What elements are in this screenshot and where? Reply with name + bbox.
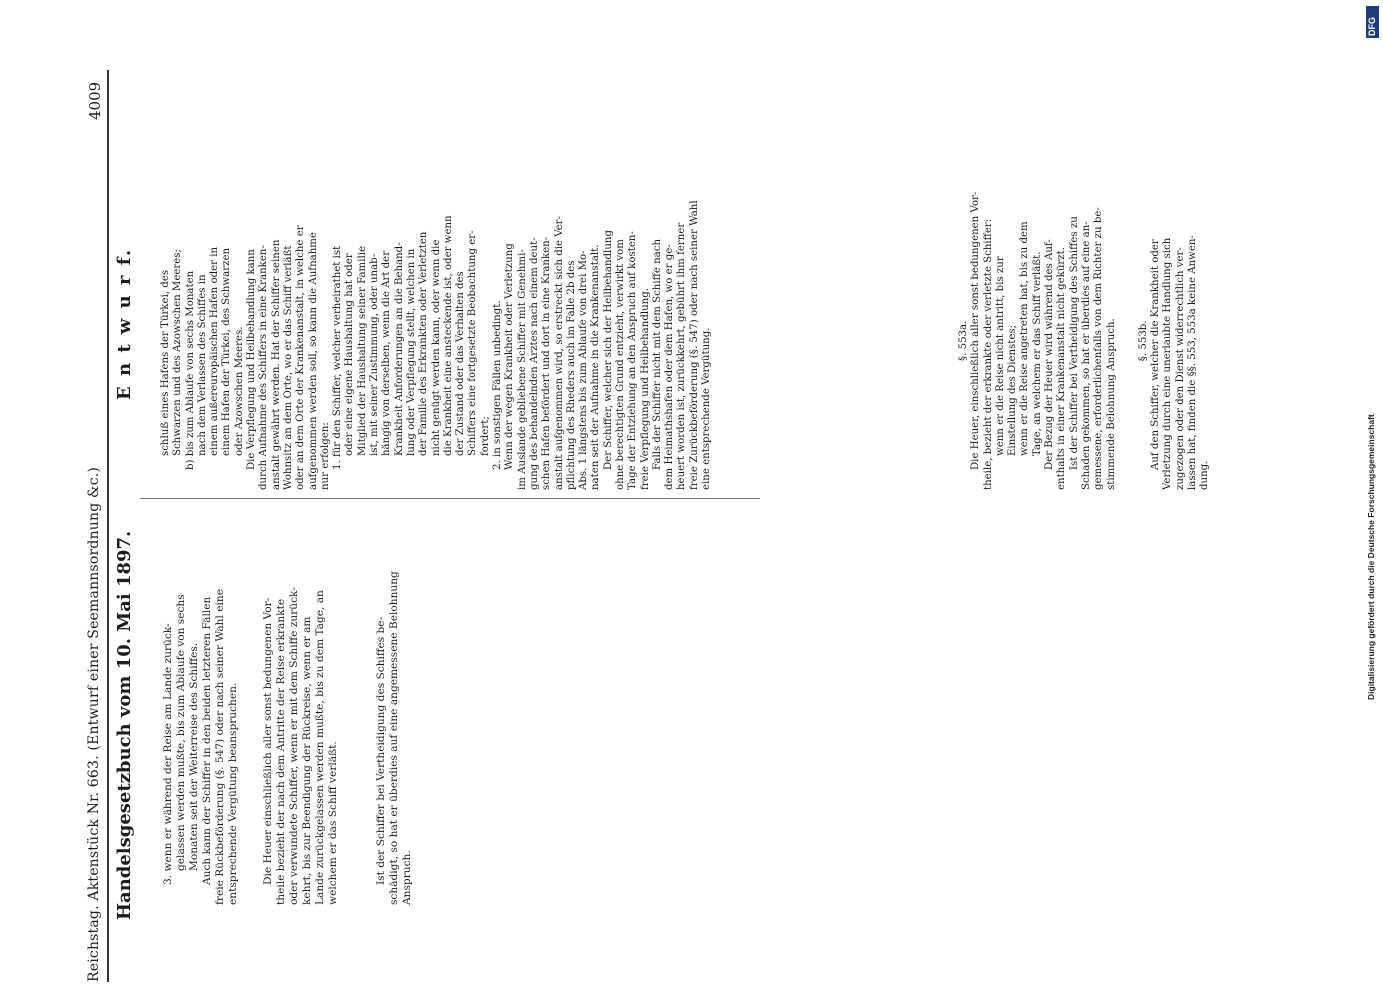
section-heading-553b: §. 553b. bbox=[1137, 320, 1149, 362]
text-line: Verletzung durch eine unerlaubte Handlung sich bbox=[1162, 237, 1174, 490]
text-line: welchem er das Schiff verläßt. bbox=[327, 741, 340, 905]
text-line: Der Schiffer, welcher sich der Heilbehandlung bbox=[602, 230, 614, 470]
text-line: zugezogen oder den Dienst widerrechtlich ver- bbox=[1174, 247, 1186, 490]
text-line: enthalts in einer Krankenanstalt nicht gekürzt. bbox=[1056, 247, 1068, 490]
text-line: 1. für den Schiffer, welcher verheirathet ist bbox=[332, 245, 344, 470]
right-lower-text bbox=[958, 192, 1212, 490]
text-line: wenn er die Reise angetreten hat, bis zu dem bbox=[1019, 221, 1031, 456]
header-rule bbox=[107, 70, 109, 982]
text-line: fordert; bbox=[479, 416, 491, 456]
text-line: lung oder Verpflegung stellt, welchen in bbox=[405, 248, 417, 456]
text-line: naten seit der Aufnahme in die Krankenanstalt. bbox=[590, 244, 602, 490]
text-line: heuert worden ist, zurückkehrt, gebührt ihm ferner bbox=[676, 222, 688, 490]
left-lower-text bbox=[262, 571, 414, 905]
text-line: gung des behandelnden Arztes nach einem deut- bbox=[528, 237, 540, 490]
text-line: nur erfolgen: bbox=[319, 422, 331, 490]
text-line: oder eine eigene Haushaltung hat oder bbox=[344, 253, 356, 456]
text-line: eine entsprechende Vergütung. bbox=[701, 327, 713, 490]
text-line: nach dem Verlassen des Schiffes in bbox=[196, 274, 208, 456]
text-line: lassen hat, finden die §§. 553, 553a keine Anwen- bbox=[1187, 235, 1199, 490]
column-divider bbox=[140, 498, 760, 499]
text-line: freie Zurückbeförderung (§. 547) oder nach seiner Wahl bbox=[688, 200, 700, 490]
text-line: Auf den Schiffer, welcher die Krankheit oder bbox=[1150, 239, 1162, 470]
text-line: theile bezieht der nach dem Antritte der Reise erkrankte bbox=[275, 598, 288, 905]
text-line: Ist der Schiffer bei Vertheidigung des Schiffes be- bbox=[374, 616, 387, 885]
right-upper-text bbox=[160, 200, 713, 490]
text-line: Der Bezug der Heuer wird während des Auf- bbox=[1044, 239, 1056, 470]
text-line: Die Heuer einschließlich aller sonst bedungenen Vor- bbox=[262, 597, 274, 885]
text-line bbox=[1118, 192, 1138, 490]
page-number: 4009 bbox=[86, 81, 104, 120]
text-line: Schiffers eine fortgesetzte Beobachtung er- bbox=[467, 230, 479, 456]
text-line: nicht genügt werden kann, oder wenn die bbox=[430, 239, 442, 456]
text-line: schen Hafen befördert und dort in eine Kranken- bbox=[541, 236, 553, 490]
text-line: Wohnsitz an dem Orte, wo er das Schiff verläßt bbox=[282, 245, 294, 490]
text-line: Abs. 1 längstens bis zum Ablaufe von drei Mo- bbox=[578, 250, 590, 490]
text-line: Die Verpflegung und Heilbehandlung kann bbox=[246, 249, 258, 470]
text-line: Krankheit Anforderungen an die Behand- bbox=[393, 242, 405, 456]
text-line: entsprechende Vergütung beanspruchen. bbox=[227, 682, 240, 905]
text-line: Mitglied der Haushaltung seiner Familie bbox=[356, 245, 368, 456]
text-line: gemessene, erforderlichenfalls von dem Richter zu be- bbox=[1093, 207, 1105, 490]
left-column-title: Handelsgesetzbuch vom 10. Mai 1897. bbox=[114, 530, 135, 920]
digitization-credit: Digitalisierung gefördert durch die Deutsche Forschungsgemeinschaft bbox=[1366, 414, 1376, 700]
text-line: Die Heuer, einschließlich aller sonst bedungenen Vor- bbox=[970, 191, 982, 470]
text-line: aufgenommen werden soll, so kann die Aufnahme bbox=[307, 232, 319, 490]
text-line: ohne berechtigten Grund entzieht, verwirkt vom bbox=[614, 239, 626, 490]
text-line: Auch kann der Schiffer in den beiden letzteren Fällen bbox=[201, 596, 214, 885]
text-line: Schwarzen und des Azowschen Meeres; bbox=[172, 249, 184, 456]
text-line: der Familie des Erkrankten oder Verletzten bbox=[418, 231, 430, 456]
text-line: Monaten seit der Weiterreise des Schiffes. bbox=[188, 642, 201, 871]
text-line: ist, mit seiner Zustimmung, oder unab- bbox=[369, 253, 381, 456]
text-line: kehrt, bis zur Beendigung der Rückreise, wenn er am bbox=[301, 616, 314, 905]
text-line: 3. wenn er während der Reise am Lande zurück- bbox=[162, 623, 174, 885]
text-line: pflichtung des Rheders auch im Falle 2b des bbox=[565, 260, 577, 490]
text-line: anstalt gewährt werden. Hat der Schiffer seinen bbox=[270, 239, 282, 490]
text-line: im Auslande gebliebene Schiffer mit Genehmi- bbox=[516, 249, 528, 490]
text-line: Ist der Schiffer bei Vertheidigung des Schiffes zu bbox=[1068, 216, 1080, 470]
text-line: schluß eines Hafens der Türkei, des bbox=[160, 269, 171, 456]
text-line: Tage der Entziehung an den Anspruch auf kosten- bbox=[627, 231, 639, 490]
text-line: Lande zurückgelassen werden mußte, bis zu dem Tage, an bbox=[314, 590, 327, 905]
text-line: stimmende Belohnung Anspruch. bbox=[1105, 318, 1117, 490]
text-line: der Zustand oder das Verhalten des bbox=[455, 271, 467, 456]
text-line: Schaden gekommen, so hat er überdies auf eine an- bbox=[1080, 221, 1092, 490]
text-line: theile, bezieht der erkrankte oder verletzte Schiffer: bbox=[982, 218, 994, 490]
text-line: Falls der Schiffer nicht mit dem Schiffe nach bbox=[651, 239, 663, 470]
dfg-logo bbox=[1366, 6, 1379, 38]
text-line: die Krankheit eine ansteckende ist, oder wenn bbox=[442, 215, 454, 456]
text-line: oder an dem Orte der Krankenanstalt, in welche er bbox=[295, 225, 307, 490]
text-line: 2. in sonstigen Fällen unbedingt. bbox=[492, 300, 504, 470]
left-upper-text bbox=[162, 589, 241, 905]
text-line: durch Aufnahme des Schiffers in eine Kranken- bbox=[258, 245, 270, 490]
right-column-title: E n t w u r f. bbox=[114, 247, 135, 400]
text-line: gelassen werden mußte, bis zum Ablaufe von sechs bbox=[175, 594, 188, 871]
text-line: schädigt, so hat er überdies auf eine angemessene Belohnung bbox=[387, 571, 400, 905]
text-line: Wenn der wegen Krankheit oder Verletzung bbox=[504, 243, 516, 470]
running-header: Reichstag. Aktenstück Nr. 663. (Entwurf einer Seemannsordnung &c.) bbox=[86, 466, 102, 982]
text-line: einem Hafen der Türkei, des Schwarzen bbox=[221, 247, 233, 456]
text-line: oder verwundete Schiffer, wenn er mit dem Schiffe zurück- bbox=[288, 587, 301, 905]
text-line: einem außereuropäischen Hafen oder in bbox=[209, 246, 221, 456]
text-line: Tage, an welchem er das Schiff verläßt. bbox=[1031, 251, 1043, 456]
dfg-logo-text: DFG bbox=[1367, 17, 1377, 36]
text-line: freie Rückbeförderung (§. 547) oder nach seiner Wahl eine bbox=[214, 589, 227, 905]
text-line: Einstellung des Dienstes; bbox=[1007, 324, 1019, 456]
text-line: wenn er die Reise nicht antritt, bis zur bbox=[994, 256, 1006, 456]
section-heading-553a: §. 553a. bbox=[958, 320, 969, 361]
text-line: b) bis zum Ablaufe von sechs Monaten bbox=[184, 270, 196, 470]
text-line: hängig von derselben, wenn die Art der bbox=[381, 250, 393, 456]
text-line: dung. bbox=[1199, 460, 1211, 490]
text-line: Anspruch. bbox=[400, 850, 413, 905]
text-line: freie Verpflegung und Heilbehandlung. bbox=[639, 288, 651, 490]
text-line: anstalt aufgenommen wird, so erstreckt sich die Ver- bbox=[553, 216, 565, 490]
text-line bbox=[341, 571, 375, 905]
text-line: oder Azowschen Meeres. bbox=[233, 326, 245, 456]
text-line: dem Heimathshafen oder dem Hafen, wo er ge- bbox=[664, 244, 676, 490]
